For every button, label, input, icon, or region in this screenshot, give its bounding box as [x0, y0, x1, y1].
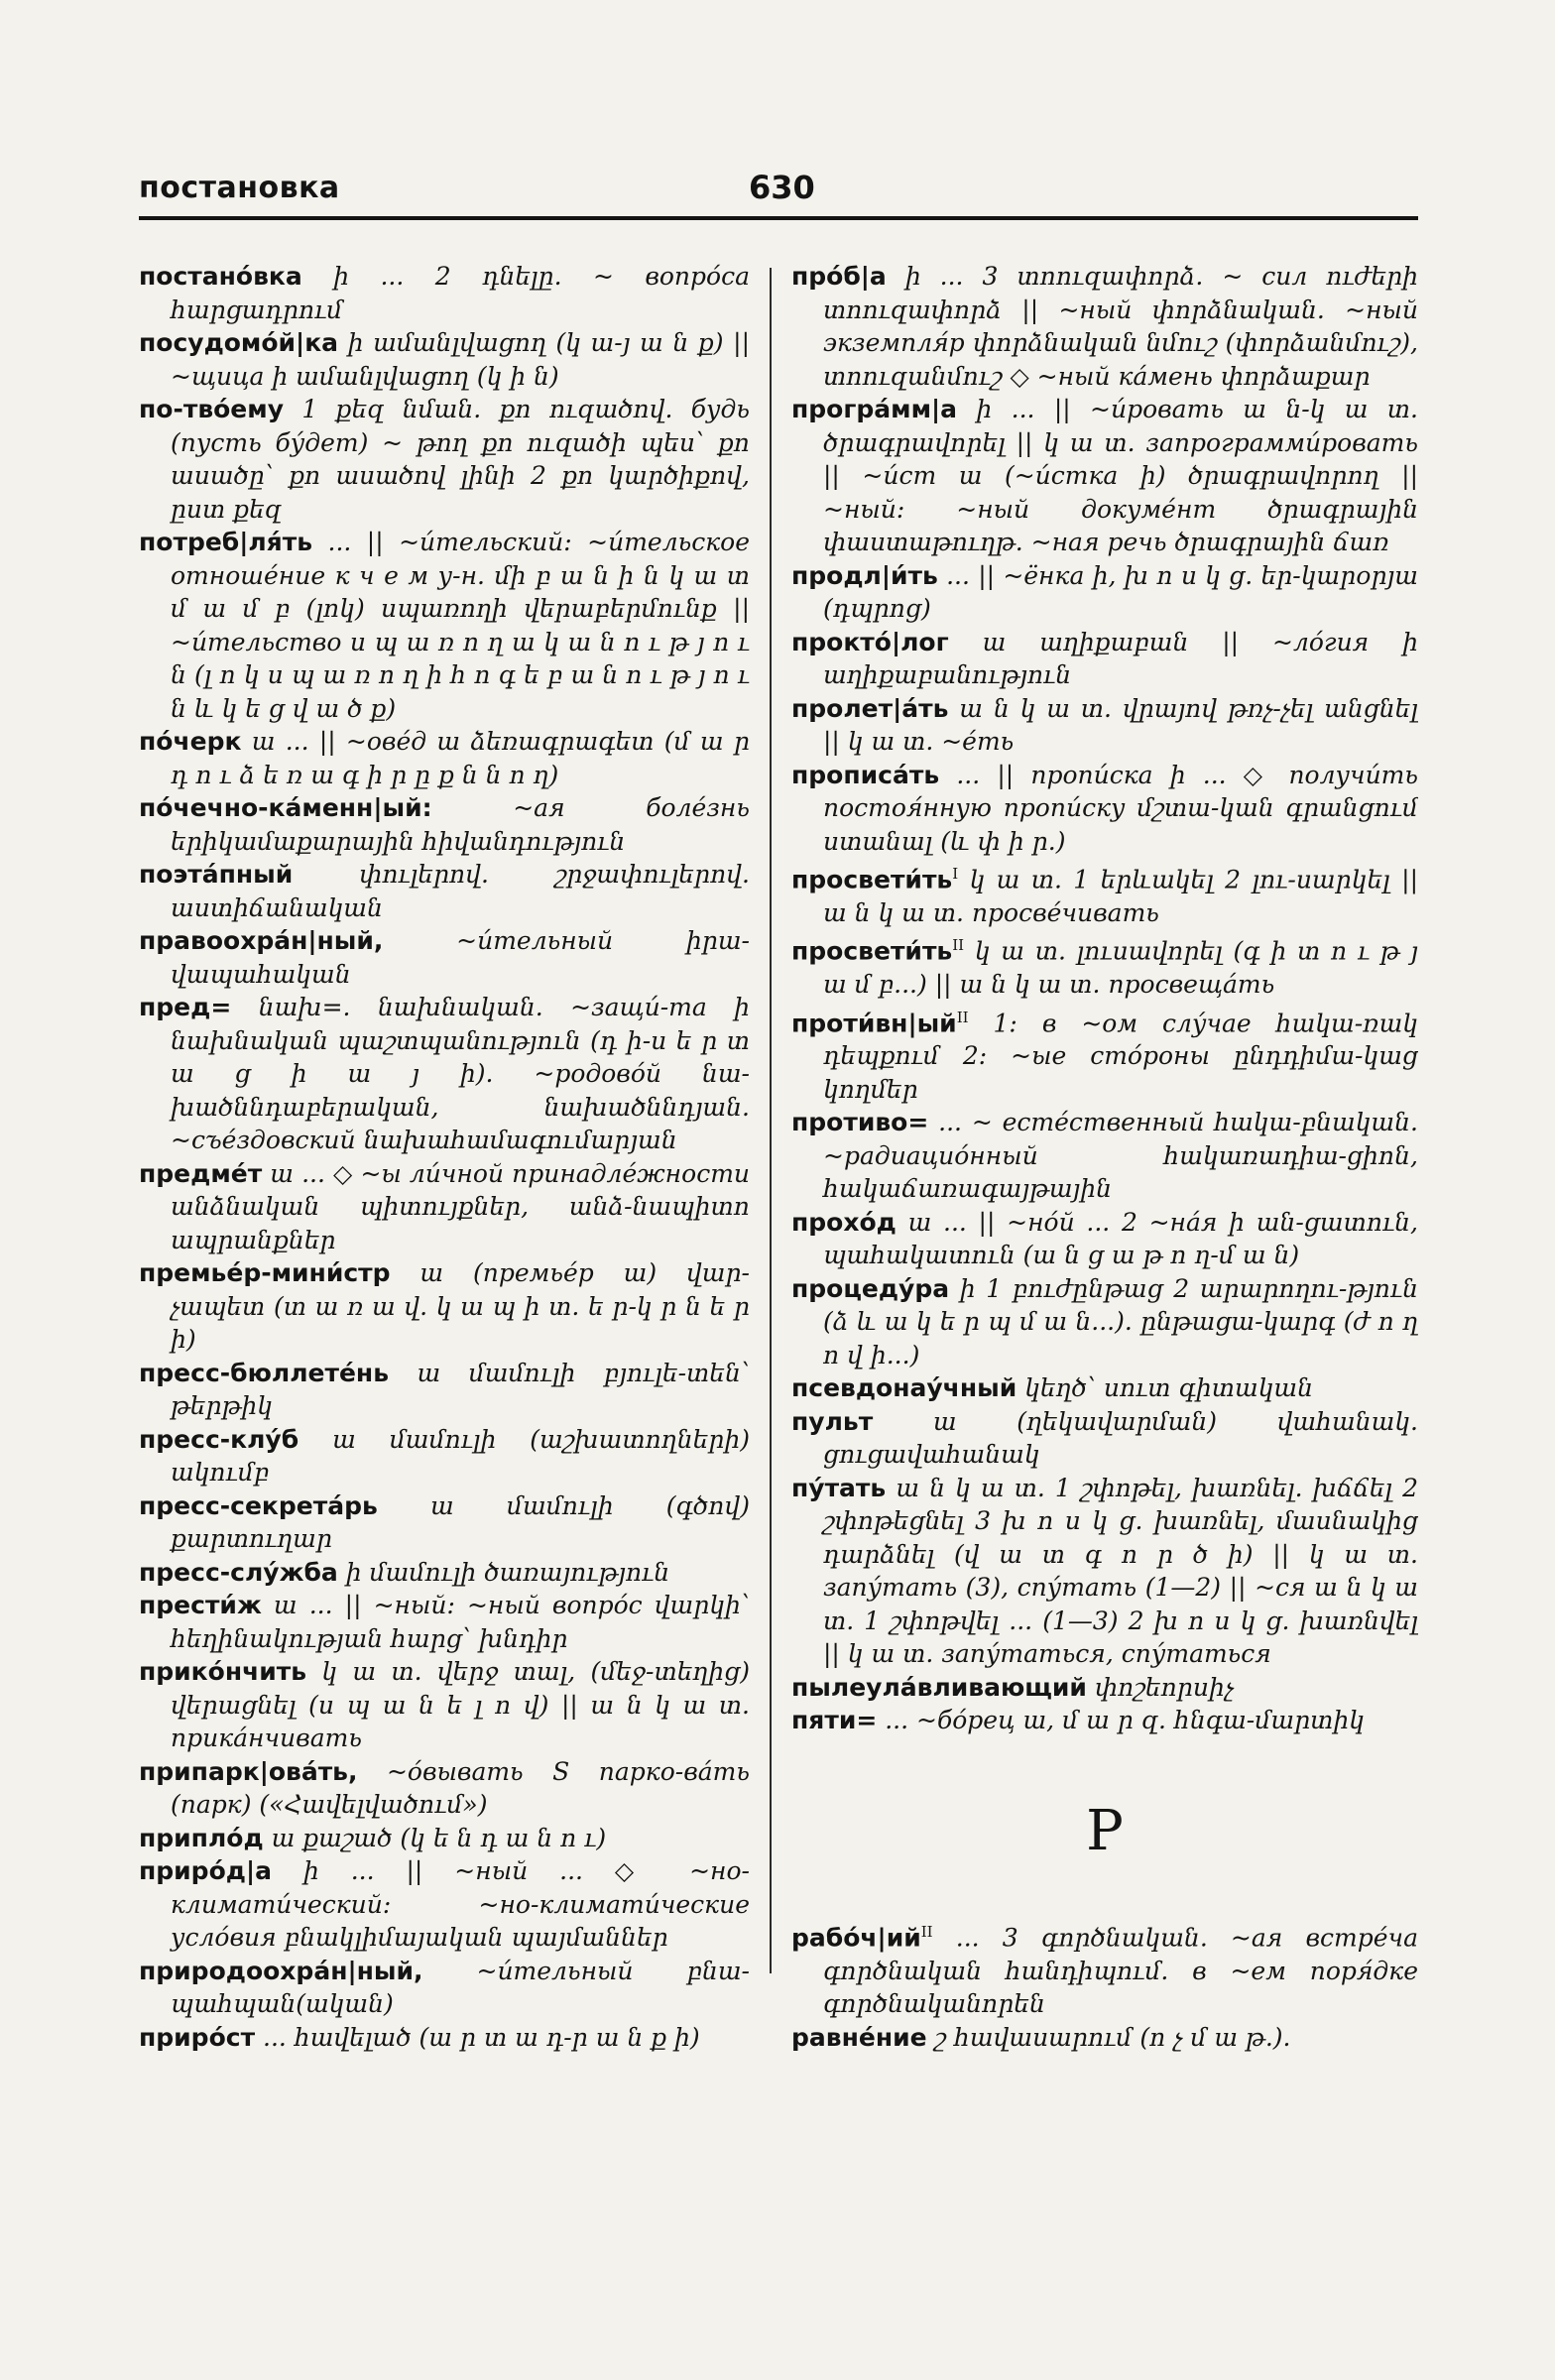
entry-definition: ա մամուլի (աշխատողների) ակումբ [171, 1424, 750, 1487]
entry-headword: припло́д [139, 1823, 264, 1852]
dictionary-entry [139, 326, 750, 393]
entry-headword: псевдонау́чный [791, 1373, 1017, 1403]
entry-definition: նախ=. նախնական. ~защи́-та ի նախնական պաշտպանություն (դ ի-ս ե ր տ ա ց ի ա յ ի). ~родово́й նա-խածննդաբերական, նախածննդյան. ~съе́здовский նախահամագումարյան [171, 993, 750, 1154]
dictionary-entry [791, 692, 1418, 759]
entry-definition: 1 քեզ նման. քո ուզածով. будь (пусть бу́дет) ~ թող քո ուզածի պես՝ քո ասածը՝ քո ասածով լինի 2 քո կարծիքով, ըստ քեզ [171, 395, 750, 524]
entry-superscript: II [956, 1008, 969, 1026]
dictionary-entry [139, 260, 750, 326]
entry-definition: ի ... || ~и́ровать ա ն-կ ա տ. ծրագրավորել || կ ա տ. запрограмми́ровать || ~и́ст ա (~и́стка ի) ծրագրավորող || ~ный: ~ный докуме́нт ծրագրային փաստաթուղթ. ~ная речь ծրագրային ճառ [823, 395, 1418, 556]
running-head: постановка [139, 171, 340, 205]
letter-heading: Р [1086, 1798, 1124, 1863]
entry-definition: ա աղիքաբան || ~ло́гия ի աղիքաբանություն [823, 627, 1418, 689]
entry-definition: ... ~бо́рец ա, մ ա ր զ. հնգա-մարտիկ [885, 1706, 1365, 1735]
entry-definition: ի ... 3 տոուզափորձ. ~ сил ուժերի տոուզափորձ || ~ный փորձնական. ~ный экземпля́р փորձնական նմուշ (փորձանմուշ), տոուզանմուշ ◇ ~ный ка́мень փորձաքար [823, 262, 1418, 391]
entry-definition: կ ա տ. 1 երևակել 2 լու-սարկել || ա ն կ ա տ. просве́чивать [823, 865, 1418, 927]
entry-headword: пресс-слу́жба [139, 1557, 338, 1587]
column-divider [770, 268, 772, 1973]
entry-definition: կ ա տ. լուսավորել (գ ի տ ո ւ թ յ ա մ բ...) || ա ն կ ա տ. просвеща́ть [823, 936, 1418, 1000]
dictionary-entry [791, 759, 1418, 859]
entry-headword: прокто́|лог [791, 627, 949, 656]
dictionary-entry [139, 1357, 750, 1423]
entry-definition: ~и́тельный բնա-պահպան(ական) [171, 1956, 750, 2018]
entry-definition: փոշեորսիչ [1094, 1672, 1235, 1702]
entry-definition: 1: в ~ом слу́чае հակա-ռակ դեպքում 2: ~ые сто́роны ընդդիմա-կաց կողմեր [823, 1008, 1418, 1104]
entry-headword: природоохра́н|ный, [139, 1956, 423, 1985]
dictionary-entry [139, 1955, 750, 2021]
entry-definition: ի մամուլի ծառայություն [345, 1557, 670, 1587]
dictionary-entry [791, 929, 1418, 1001]
dictionary-entry [791, 1206, 1418, 1272]
entry-definition: ա մամուլի բյուլե-տեն՝ թերթիկ [171, 1358, 750, 1420]
entry-headword: противо= [791, 1108, 929, 1137]
entry-definition: ... ~ есте́ственный հակա-բնական. ~радиацио́нный հակառադիա-ցիոն, հակաճառագայթային [823, 1108, 1418, 1204]
entry-definition: ա ... ◇ ~ы ли́чной принадле́жности անձնական պիտույքներ, անձ-նապիտո ապրանքներ [171, 1158, 750, 1254]
entry-headword: програ́мм|а [791, 395, 958, 423]
entry-headword: пяти= [791, 1706, 878, 1735]
entry-definition: ի ամանլվացող (կ ա-յ ա ն ք) || ~щица ի ամանլվացող (կ ի ն) [171, 328, 750, 391]
entry-definition: ա ... || ~ный: ~ный вопро́с վարկի՝ հեղինակության հարց՝ խնդիր [171, 1591, 750, 1653]
dictionary-entry [139, 1157, 750, 1257]
entry-headword: прико́нчить [139, 1657, 307, 1686]
dictionary-entry [791, 2021, 1418, 2055]
dictionary-entry [791, 858, 1418, 929]
entry-headword: просвети́ть [791, 865, 953, 894]
entry-definition: շ հավասարում (ո չ մ ա թ.). [934, 2022, 1291, 2052]
entry-headword: посудомо́й|ка [139, 328, 339, 357]
entry-definition: ի 1 բուժընթաց 2 արարողու-թյուն (ձ և ա կ ե ր պ մ ա ն...). ընթացա-կարգ (ժ ո ղ ո վ ի...) [823, 1273, 1418, 1369]
dictionary-entry [139, 1589, 750, 1655]
entry-headword: премье́р-мини́стр [139, 1258, 391, 1287]
entry-superscript: I [952, 865, 959, 883]
right-column [791, 260, 1418, 2332]
dictionary-entry [791, 1272, 1418, 1372]
entry-headword: по́чечно-ка́менн|ый: [139, 793, 432, 822]
dictionary-entry [139, 1489, 750, 1556]
entry-headword: пу́тать [791, 1473, 887, 1502]
left-column [139, 260, 750, 2332]
dictionary-entry [139, 2021, 750, 2055]
dictionary-entry [139, 858, 750, 924]
entry-headword: прести́ж [139, 1591, 262, 1619]
dictionary-entry [139, 1755, 750, 1822]
dictionary-entry [139, 725, 750, 791]
entry-definition: ... 3 գործնական. ~ая встре́ча գործնական հանդիպում. в ~ем поря́дке գործնականորեն [823, 1923, 1418, 2019]
entry-headword: пресс-бюллете́нь [139, 1358, 390, 1387]
entry-headword: припарк|ова́ть, [139, 1756, 358, 1786]
entry-definition: կեղծ՝ սուտ գիտական [1024, 1373, 1314, 1403]
entry-definition: ա (ղեկավարման) վահանակ. ցուցավահանակ [823, 1406, 1418, 1470]
entry-definition: ա ն կ ա տ. վրայով թռչ-չել անցնել || կ ա տ. ~е́ть [823, 693, 1418, 756]
dictionary-entry [139, 526, 750, 725]
entry-headword: проти́вн|ый [791, 1008, 957, 1037]
entry-headword: прохо́д [791, 1207, 897, 1237]
entry-headword: прописа́ть [791, 760, 940, 789]
dictionary-entry [791, 393, 1418, 559]
dictionary-entry [139, 393, 750, 526]
entry-headword: пресс-секрета́рь [139, 1490, 378, 1520]
dictionary-entry [139, 1822, 750, 1855]
entry-definition: ա մամուլի (գծով) քարտուղար [171, 1490, 750, 1553]
entry-headword: правоохра́н|ный, [139, 926, 384, 955]
entry-definition: ա (премье́р ա) վար-չապետ (տ ա ռ ա վ. կ ա պ ի տ. ե ր-կ ր ն ե ր ի) [171, 1258, 750, 1354]
entry-definition: ա ... || ~но́й ... 2 ~на́я ի ան-ցատուն, պահակատուն (ա ն ց ա թ ո ղ-մ ա ն) [823, 1207, 1418, 1270]
entry-definition: ... հավելած (ա ր տ ա դ-ր ա ն ք ի) [263, 2022, 700, 2052]
entry-headword: рабо́ч|ий [791, 1923, 921, 1953]
entry-headword: про́б|а [791, 262, 887, 291]
entry-headword: предме́т [139, 1158, 263, 1188]
entry-headword: пролет|а́ть [791, 693, 949, 723]
entry-definition: ~о́вывать S парко-ва́ть (парк) («Հավելվածում») [171, 1756, 750, 1819]
dictionary-entry [139, 1854, 750, 1955]
dictionary-entry [791, 626, 1418, 692]
entry-headword: продл|и́ть [791, 560, 938, 590]
entry-headword: пресс-клу́б [139, 1424, 299, 1454]
entry-headword: приро́ст [139, 2022, 256, 2052]
entry-definition: ... || ~и́тельский: ~и́тельское отноше́ние к ч е м у-н. մի բ ա ն ի ն կ ա տ մ ա մ բ (լոկ) սպառողի վերաբերմունք || ~и́тельство ս պ ա ռ ո ղ ա կ ա ն ո ւ թ յ ո ւ ն (լ ո կ ս պ ա ռ ո ղ ի հ ո գ ե բ ա ն ո ւ թ յ ո ւ ն և կ ե ց վ ա ծ ք) [171, 528, 750, 723]
entry-definition: ա ... || ~ове́д ա ձեռագրագետ (մ ա ր դ ո ւ ձ ե ռ ա գ ի ր ը ք ն ն ո ղ) [171, 727, 750, 789]
entry-superscript: II [920, 1922, 933, 1941]
dictionary-entry [791, 1002, 1418, 1107]
entry-headword: просвети́ть [791, 936, 953, 966]
entry-superscript: II [952, 936, 965, 955]
entry-headword: приро́д|а [139, 1856, 272, 1885]
dictionary-entry [791, 260, 1418, 393]
page-number: 630 [749, 169, 815, 206]
entry-headword: пылеула́вливающий [791, 1672, 1087, 1702]
entry-headword: пред= [139, 993, 232, 1021]
entry-headword: постано́вка [139, 262, 302, 291]
entry-definition: ա քաշած (կ ե ն դ ա ն ո ւ) [271, 1823, 607, 1852]
dictionary-entry [139, 1256, 750, 1357]
entry-definition: ի ... 2 դնելը. ~ вопро́са հարցադրում [171, 262, 750, 324]
header-rule [139, 216, 1418, 220]
dictionary-entry [139, 1655, 750, 1755]
entry-definition: ... || ~ёнка ի, խ ո ս կ ց. եր-կարօրյա (դպրոց) [823, 560, 1418, 623]
entry-definition: ... || пропи́ска ի ... ◇ получи́ть постоя́нную пропи́ску մշտա-կան գրանցում ստանալ (և փ ի ր.) [823, 760, 1418, 856]
dictionary-entry [791, 1704, 1418, 1737]
dictionary-entry [791, 1671, 1418, 1705]
dictionary-entry [791, 1916, 1418, 2021]
page-header [139, 157, 1418, 216]
entry-headword: равне́ние [791, 2022, 927, 2052]
entry-definition: ~ая боле́знь երիկամաքարային հիվանդություն [171, 793, 750, 856]
dictionary-entry [791, 1472, 1418, 1671]
dictionary-entry [791, 1371, 1418, 1405]
entry-headword: по́черк [139, 727, 242, 756]
dictionary-entry [791, 1405, 1418, 1472]
entry-headword: процеду́ра [791, 1273, 950, 1303]
entry-definition: ի ... || ~ный ... ◇ ~но-климати́ческий: ~но-климати́ческие усло́вия բնակլիմայական պայմաններ [171, 1856, 750, 1952]
entry-definition: ~и́тельный իրա-վապահական [171, 926, 750, 989]
dictionary-entry [139, 991, 750, 1157]
entry-headword: поэта́пный [139, 860, 294, 889]
entry-definition: ա ն կ ա տ. 1 շփոթել, խառնել. խճճել 2 շփոթեցնել 3 խ ո ս կ ց. խառնել, մասնակից դարձնել (վ ա տ գ ո ր ծ ի) || կ ա տ. запу́тать (3), спу́тать (1—2) || ~ся ա ն կ ա տ. 1 շփոթվել ... (1—3) 2 խ ո ս կ ց. խառնվել || կ ա տ. запу́таться, спу́таться [823, 1473, 1418, 1669]
dictionary-entry [139, 1556, 750, 1590]
dictionary-entry [139, 1423, 750, 1489]
dictionary-entry [791, 559, 1418, 626]
dictionary-entry [139, 791, 750, 858]
entry-headword: потреб|ля́ть [139, 528, 313, 556]
dictionary-entry [791, 1106, 1418, 1206]
entry-headword: по-тво́ему [139, 395, 284, 423]
entry-definition: փուլերով. շրջափուլերով. աստիճանական [171, 860, 750, 922]
entry-headword: пульт [791, 1406, 874, 1436]
dictionary-entry [139, 924, 750, 991]
entry-definition: կ ա տ. վերջ տալ, (մեջ-տեղից) վերացնել (ս պ ա ն ե լ ո վ) || ա ն կ ա տ. прика́нчивать [171, 1657, 750, 1752]
